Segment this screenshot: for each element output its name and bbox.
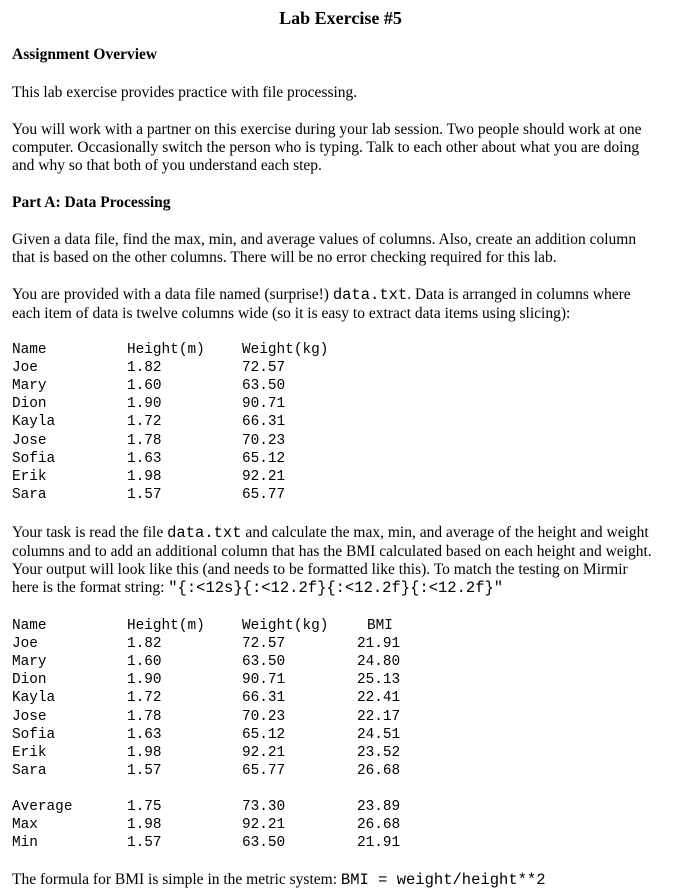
weight-cell: 65.12 — [242, 726, 286, 743]
overview-text-line: and why so that both of you understand each step. — [12, 157, 322, 174]
height-stat: 1.98 — [127, 817, 162, 834]
header-name: Name — [12, 342, 47, 358]
name-cell: Sara — [12, 762, 47, 779]
weight-cell: 90.71 — [242, 672, 286, 689]
name-cell: Erik — [12, 744, 47, 761]
header-name: Name — [12, 618, 47, 634]
header-height: Height(m) — [127, 618, 205, 634]
height-cell: 1.72 — [127, 690, 162, 707]
weight-cell: 92.21 — [242, 744, 286, 761]
height-cell: 1.98 — [127, 468, 162, 485]
bmi-cell: 21.91 — [357, 636, 401, 653]
text-fragment: here is the format string: — [12, 579, 169, 596]
name-cell: Sara — [12, 486, 47, 503]
stat-label: Max — [12, 817, 38, 834]
height-cell: 1.57 — [127, 762, 162, 779]
filename-code: data.txt — [332, 286, 408, 304]
data-file-sentence — [12, 286, 631, 304]
height-cell: 1.57 — [127, 486, 162, 503]
name-cell: Dion — [12, 396, 47, 413]
bmi-cell: 24.80 — [357, 654, 401, 671]
weight-cell: 66.31 — [242, 414, 286, 431]
height-cell: 1.82 — [127, 360, 162, 377]
weight-stat: 73.30 — [242, 799, 286, 815]
stat-label: Average — [12, 799, 73, 815]
height-cell: 1.98 — [127, 744, 162, 761]
bmi-cell: 22.41 — [357, 690, 401, 707]
height-cell: 1.78 — [127, 432, 162, 449]
weight-cell: 70.23 — [242, 708, 286, 725]
bmi-stat: 23.89 — [357, 799, 401, 815]
name-cell: Joe — [12, 360, 38, 377]
stat-label: Min — [12, 835, 38, 852]
text-fragment: The formula for BMI is simple in the metric system: — [12, 871, 341, 888]
weight-cell: 65.77 — [242, 762, 286, 779]
header-weight: Weight(kg) — [242, 618, 329, 634]
bmi-cell: 22.17 — [357, 708, 401, 725]
data-file-sentence-cont: each item of data is twelve columns wide (so it is easy to extract data items using slicing): — [12, 305, 571, 322]
text-fragment: Your task is read the file — [12, 524, 168, 541]
weight-stat: 92.21 — [242, 817, 286, 834]
weight-stat: 63.50 — [242, 835, 286, 852]
text-fragment: . Data is arranged in columns where — [407, 286, 631, 303]
weight-cell: 66.31 — [242, 690, 286, 707]
name-cell: Dion — [12, 672, 47, 689]
height-cell: 1.60 — [127, 378, 162, 395]
weight-cell: 70.23 — [242, 432, 286, 449]
name-cell: Joe — [12, 636, 38, 653]
overview-text-line: You will work with a partner on this exercise during your lab session. Two people should work at one — [12, 121, 642, 138]
part-a-heading: Part A: Data Processing — [12, 194, 171, 211]
filename-code: data.txt — [167, 524, 242, 542]
weight-cell: 90.71 — [242, 396, 286, 413]
name-cell: Kayla — [12, 690, 56, 707]
bmi-stat: 26.68 — [357, 817, 401, 834]
overview-text-line: computer. Occasionally switch the person who is typing. Talk to each other about what you are doing — [12, 139, 640, 156]
name-cell: Erik — [12, 468, 47, 485]
weight-cell: 92.21 — [242, 468, 286, 485]
text-fragment: You are provided with a data file named (surprise!) — [12, 286, 333, 303]
name-cell: Jose — [12, 708, 47, 725]
height-stat: 1.75 — [127, 799, 162, 815]
header-height: Height(m) — [127, 342, 205, 358]
task-line: Your output will look like this (and needs to be formatted like this). To match the testing on Mirmir — [12, 561, 628, 578]
name-cell: Mary — [12, 378, 47, 395]
overview-intro: This lab exercise provides practice with file processing. — [12, 84, 358, 101]
header-bmi: BMI — [367, 618, 393, 634]
height-cell: 1.90 — [127, 672, 162, 689]
bmi-cell: 23.52 — [357, 744, 401, 761]
format-string-line — [12, 579, 503, 597]
bmi-formula-line — [12, 871, 546, 889]
height-cell: 1.60 — [127, 654, 162, 671]
task-line — [12, 524, 649, 542]
weight-cell: 65.77 — [242, 486, 286, 503]
header-weight: Weight(kg) — [242, 342, 329, 358]
part-a-text-line: Given a data file, find the max, min, and average values of columns. Also, create an addition column — [12, 231, 637, 248]
task-line: columns and to add an additional column that has the BMI calculated based on each height and weight. — [12, 543, 652, 560]
overview-heading: Assignment Overview — [12, 46, 158, 63]
height-stat: 1.57 — [127, 835, 162, 852]
weight-cell: 72.57 — [242, 636, 286, 653]
bmi-formula-code: BMI = weight/height**2 — [340, 871, 546, 889]
height-cell: 1.82 — [127, 636, 162, 653]
bmi-cell: 26.68 — [357, 762, 401, 779]
name-cell: Jose — [12, 432, 47, 449]
format-string-code: "{:<12s}{:<12.2f}{:<12.2f}{:<12.2f}" — [168, 579, 504, 597]
height-cell: 1.90 — [127, 396, 162, 413]
height-cell: 1.72 — [127, 414, 162, 431]
name-cell: Sofia — [12, 726, 56, 743]
part-a-text-line: that is based on the other columns. There will be no error checking required for this lab. — [12, 249, 557, 266]
text-fragment: and calculate the max, min, and average of the height and weight — [241, 524, 649, 541]
name-cell: Kayla — [12, 414, 56, 431]
height-cell: 1.78 — [127, 708, 162, 725]
weight-cell: 63.50 — [242, 654, 286, 671]
bmi-stat: 21.91 — [357, 835, 401, 852]
weight-cell: 65.12 — [242, 450, 286, 467]
name-cell: Mary — [12, 654, 47, 671]
bmi-cell: 25.13 — [357, 672, 401, 689]
page-title: Lab Exercise #5 — [279, 8, 402, 28]
weight-cell: 72.57 — [242, 360, 286, 377]
height-cell: 1.63 — [127, 726, 162, 743]
weight-cell: 63.50 — [242, 378, 286, 395]
height-cell: 1.63 — [127, 450, 162, 467]
bmi-cell: 24.51 — [357, 726, 401, 743]
name-cell: Sofia — [12, 450, 56, 467]
